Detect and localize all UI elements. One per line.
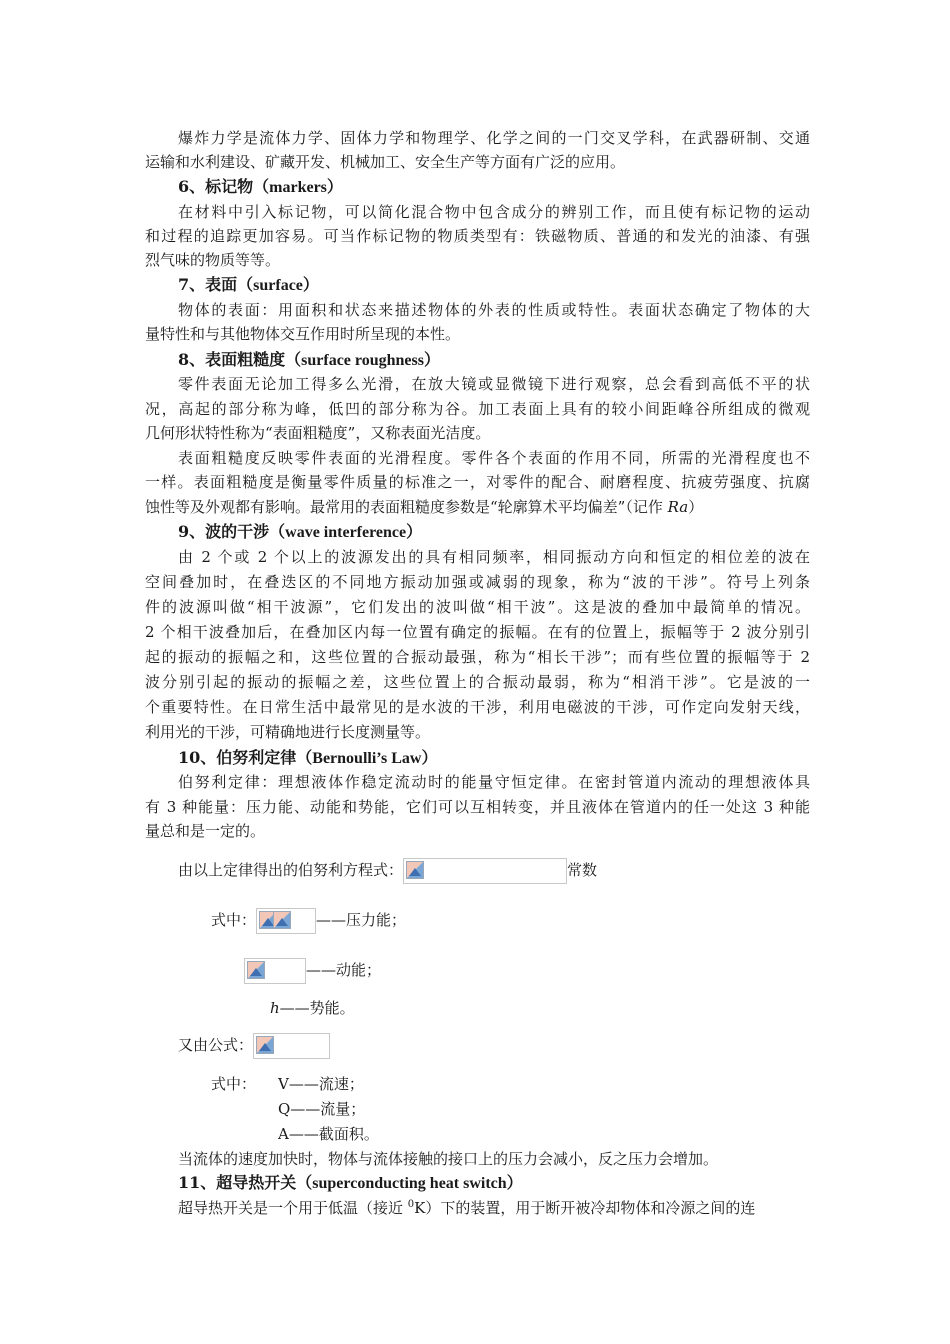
- formula-image: [253, 1033, 330, 1059]
- section-heading-7: 7、表面（surface）: [178, 275, 319, 294]
- paragraph-line: 几何形状特性称为“表面粗糙度”，又称表面光洁度。: [145, 424, 491, 442]
- paragraph-line: 表面粗糙度反映零件表面的光滑程度。零件各个表面的作用不同，所需的光滑程度也不: [178, 449, 810, 467]
- formula-line: 又由公式：: [178, 1032, 330, 1059]
- equation-line: 由以上定律得出的伯努利方程式： 常数: [178, 857, 597, 884]
- paragraph-line: 2 个相干波叠加后，在叠加区内每一位置有确定的振幅。在有的位置上，振幅等于 2 波分别引: [145, 623, 810, 641]
- paragraph-line: 物体的表面：用面积和状态来描述物体的外表的性质或特性。表面状态确定了物体的大: [178, 301, 810, 319]
- broken-image-icon: [406, 861, 424, 879]
- section-heading-11: 11、超导热开关（superconducting heat switch）: [178, 1173, 523, 1192]
- paragraph-line: 件的波源叫做“相干波源”，它们发出的波叫做“相干波”。这是波的叠加中最简单的情况。: [145, 598, 810, 616]
- paragraph-line: 起的振动的振幅之和，这些位置的合振动最强，称为“相长干涉”；而有些位置的振幅等于 2: [145, 648, 810, 666]
- broken-image-icon: [247, 961, 265, 979]
- paragraph-line: 个重要特性。在日常生活中最常见的是水波的干涉，利用电磁波的干涉，可作定向发射天线，: [145, 698, 810, 716]
- paragraph-line: 一样。表面粗糙度是衡量零件质量的标准之一，对零件的配合、耐磨程度、抗疲劳强度、抗腐: [145, 473, 810, 491]
- paragraph-line: 当流体的速度加快时，物体与流体接触的接口上的压力会减小，反之压力会增加。: [178, 1150, 719, 1168]
- paragraph-line: 在材料中引入标记物，可以简化混合物中包含成分的辨别工作，而且使有标记物的运动: [178, 203, 810, 221]
- paragraph-line: 蚀性等及外观都有影响。最常用的表面粗糙度参数是“轮廓算术平均偏差”（记作 Ra）: [145, 498, 704, 516]
- formula-image: [256, 908, 316, 934]
- paragraph-line: 零件表面无论加工得多么光滑，在放大镜或显微镜下进行观察，总会看到高低不平的状: [178, 375, 810, 393]
- paragraph-line: 爆炸力学是流体力学、固体力学和物理学、化学之间的一门交叉学科，在武器研制、交通: [178, 129, 810, 147]
- formula-image: [244, 958, 306, 984]
- section-heading-8: 8、表面粗糙度（surface roughness）: [178, 350, 440, 369]
- paragraph-line: 况，高起的部分称为峰，低凹的部分称为谷。加工表面上具有的较小间距峰谷所组成的微观: [145, 400, 810, 418]
- definition-line: h——势能。: [270, 999, 355, 1017]
- broken-image-icon: [273, 911, 291, 929]
- broken-image-icon: [256, 1036, 274, 1054]
- paragraph-line: 超导热开关是一个用于低温（接近 $^0$K）下的装置，用于断开被冷却物体和冷源之间的连: [178, 1199, 756, 1217]
- definition-line: ——动能；: [244, 957, 381, 984]
- paragraph-line: 量特性和与其他物体交互作用时所呈现的本性。: [145, 325, 461, 343]
- definition-v: V——流速；: [278, 1075, 364, 1093]
- definition-a: A——截面积。: [278, 1125, 379, 1143]
- paragraph-line: 伯努利定律：理想液体作稳定流动时的能量守恒定律。在密封管道内流动的理想液体具: [178, 773, 810, 791]
- where-label: 式中：: [211, 1075, 257, 1093]
- definition-q: Q——流量；: [278, 1100, 366, 1118]
- paragraph-line: 利用光的干涉，可精确地进行长度测量等。: [145, 723, 431, 741]
- paragraph-line: 量总和是一定的。: [145, 822, 266, 840]
- section-heading-10: 10、伯努利定律（Bernoulli’s Law）: [178, 748, 438, 767]
- paragraph-line: 烈气味的物质等等。: [145, 251, 281, 269]
- paragraph-line: 波分别引起的振动的振幅之差，这些位置上的合振动最弱，称为“相消干涉”。它是波的一: [145, 673, 810, 691]
- paragraph-line: 空间叠加时，在叠迭区的不同地方振动加强或减弱的现象，称为“波的干涉”。符号上列条: [145, 573, 810, 591]
- paragraph-line: 由 2 个或 2 个以上的波源发出的具有相同频率，相同振动方向和恒定的相位差的波在: [178, 548, 810, 566]
- section-heading-6: 6、标记物（markers）: [178, 177, 343, 196]
- section-heading-9: 9、波的干涉（wave interference）: [178, 522, 423, 541]
- equation-image: [403, 858, 567, 884]
- definition-line: 式中： ——压力能；: [211, 907, 406, 934]
- paragraph-line: 有 3 种能量：压力能、动能和势能，它们可以互相转变，并且液体在管道内的任一处这 3 种能: [145, 798, 810, 816]
- paragraph-line: 运输和水利建设、矿藏开发、机械加工、安全生产等方面有广泛的应用。: [145, 153, 626, 171]
- paragraph-line: 和过程的追踪更加容易。可当作标记物的物质类型有：铁磁物质、普通的和发光的油漆、有强: [145, 227, 810, 245]
